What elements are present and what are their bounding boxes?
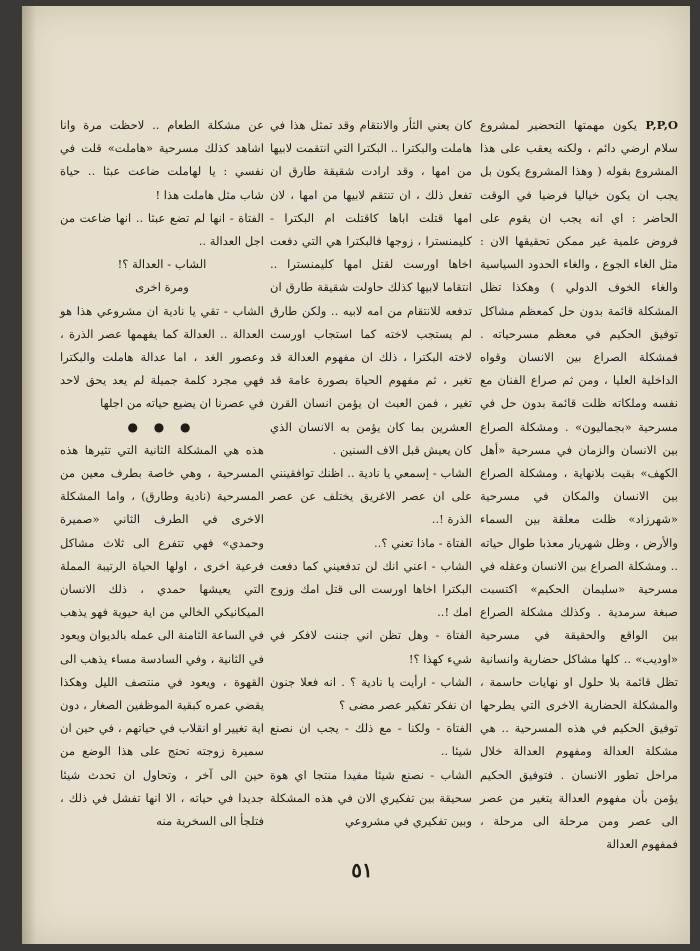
- dialogue-line: الشاب - نصنع شيئا مفيدا منتجا اي هوة سحيقة بين تفكيري الان في هذه المشكلة وبين تفكيري في مشروعي: [270, 767, 472, 829]
- binding-shadow: [22, 6, 36, 944]
- paragraph: هذه هي المشكلة الثانية التي تثيرها هذه المسرحية ، وهي خاصة بطرف معين من المسرحية (نادية وطارق) ، واما المشكلة الاخرى في الطرف الثاني «صميرة وحمدي» فهي تتفرع الى ثلاث مشاكل فرعية اخرى ، اولها الحياة الرتيبة المملة التي يعيشها حمدي ، ذلك الانسان الميكانيكي الخالي من اية حيوية فهو يذهب في الساعة الثامنة الى عمله بالديوان ويعود في الثانية ، وفي السادسة مساء يذهب الى القهوة ، ويعود في منتصف الليل وهكذا يقضي عمره كبقية الموظفين الصغار ، دون اية تغيير او انقلاب في حياتهم ، في حين ان سميرة زوجته تحتج على هذا الوضع من حين الى آخر ، وتحاول ان تحدث شيئا جديدا في حياته ، الا انها تفشل في ذلك ، فتلجأ الى السخرية منه: [60, 442, 264, 829]
- dialogue-line: الفتاة - وهل تظن اني جننت لافكر في شيء كهذا ؟!: [270, 628, 472, 666]
- dialogue-line: الشاب - اعني انك لن تدفعيني كما دفعت البكترا اخاها اورست الى قتل امك وزوج امك !..: [270, 558, 472, 620]
- dialogue-line: الشاب - العدالة ؟!: [117, 257, 207, 272]
- text-column-left: [60, 114, 264, 833]
- paragraph-text: يكون مهمتها التحضير لمشروع سلام ارضي دائم ، ولكنه يعقب على هذا المشروع بقوله ( وهذا المشروع يكون بل يجب ان يكون خياليا فرضيا في الوقت الحاضر : اي انه يجب ان يقوم على فروض علمية غير ممكن تحقيقها الان : مثل الغاء الجوع ، والغاء الحدود السياسية والغاء الخوف الدولي ) وهكذا تظل المشكلة قائمة بدون حل كمعظم مشاكل توفيق الحكيم في معظم مسرحياته . فمشكلة الصراع بين الانسان وقواه الداخلية العليا ، ومن ثم صراع الفنان مع نفسه وملكاته ظلت قائمة بدون حل في مسرحية «بجماليون» . ومشكلة الصراع بين الانسان والزمان في مسرحية «أهل الكهف» بقيت بلانهاية ، ومشكلة الصراع بين الانسان والمكان في مسرحية «شهرزاد» ظلت معلقة بين السماء والأرض ، وظل شهريار معذبا طوال حياته .. ومشكلة الصراع بين الانسان وعقله في مسرحية «سليمان الحكيم» اكتسبت صبغة سرمدية . وكذلك مشكلة الصراع بين الواقع والحقيقة في مسرحية «اوديب» .. كلها مشاكل حضارية وانسانية تظل قائمة بلا حلول او نهايات حاسمة ، والمشكلة الحضارية الاخرى التي يطرحها توفيق الحكيم في هذه المسرحية .. هي مشكلة العدالة ومفهوم العدالة خلال مراحل تطور الانسان . فتوفيق الحكيم يؤمن بأن مفهوم العدالة يتغير من عصر الى عصر ومن مرحلة الى مرحلة ، فمفهوم العدالة: [480, 118, 678, 852]
- page-number: ٥١: [351, 858, 373, 882]
- dialogue-line: الفتاة - انها لم تضع عبثا .. انها ضاعت من اجل العدالة ..: [60, 210, 264, 249]
- dialogue-line: الشاب - إسمعي يا نادية .. اظنك توافقينني على ان عصر الاغريق يختلف عن عصر الذرة !..: [270, 466, 472, 527]
- dialogue-line: الشاب - تقي يا نادية ان مشروعي هذا هو العدالة .. العدالة كما يفهمها عصر الذرة ، وعصور الغد ، اما عدالة هاملت والبكترا فهي مجرد كلمة جميلة لم يعد يحق لاحد في عصرنا ان يضيع حياته من اجلها: [60, 303, 264, 411]
- text-column-right: [480, 114, 678, 857]
- dialogue-line: الشاب - ارأيت يا نادية ؟ . انه فعلا جنون ان نفكر تفكير عصر مضى ؟: [270, 674, 472, 713]
- paragraph: [480, 114, 678, 857]
- paragraph: عن مشكلة الطعام .. لاحظت مرة وانا اشاهد كذلك مسرحية «هاملت» قلت في نفسي : يا لهاملت ضاعت عبثا .. حياة شاب مثل هاملت هذا !: [60, 118, 264, 202]
- paragraph: كان يعني الثأر والانتقام وقد تمثل هذا في هاملت والبكترا .. البكترا التي انتقمت لابيها من امها ، وقد ارادت شقيقة طارق ان تفعل ذلك ، ان تنتقم لابيها من امها ، لان امها قتلت اباها كاقتلت ام البكترا - كليمنسترا ، زوجها فالبكترا هي التي دفعت اخاها اورست لقتل امها كليمنسترا .. انتقاما لابيها كذلك حاولت شقيقة طارق ان تدفعه للانتقام من امه لابيه .. ولكن طارق لم يستجب لاخته كما استجاب اورست لاخته البكترا ، ذلك ان مفهوم العدالة قد تغير ، ثم مفهوم الحياة بصورة عامة قد تغير ، فمن العبث ان يؤمن انسان القرن العشرين بما كان يؤمن به الانسان الذي كان يعيش قبل الاف السنين .: [270, 118, 472, 457]
- code-label: P,P,O: [645, 118, 678, 132]
- section-separator: ● ● ●: [127, 419, 197, 434]
- dialogue-line: الفتاة - ولكنا - مع ذلك - يجب ان نصنع شيئا ..: [270, 721, 472, 759]
- magazine-page: [22, 6, 690, 944]
- text-column-middle: [270, 114, 472, 833]
- stage-note: ومرة اخرى: [135, 280, 189, 295]
- dialogue-line: الفتاة - ماذا تعني ؟..: [373, 535, 472, 550]
